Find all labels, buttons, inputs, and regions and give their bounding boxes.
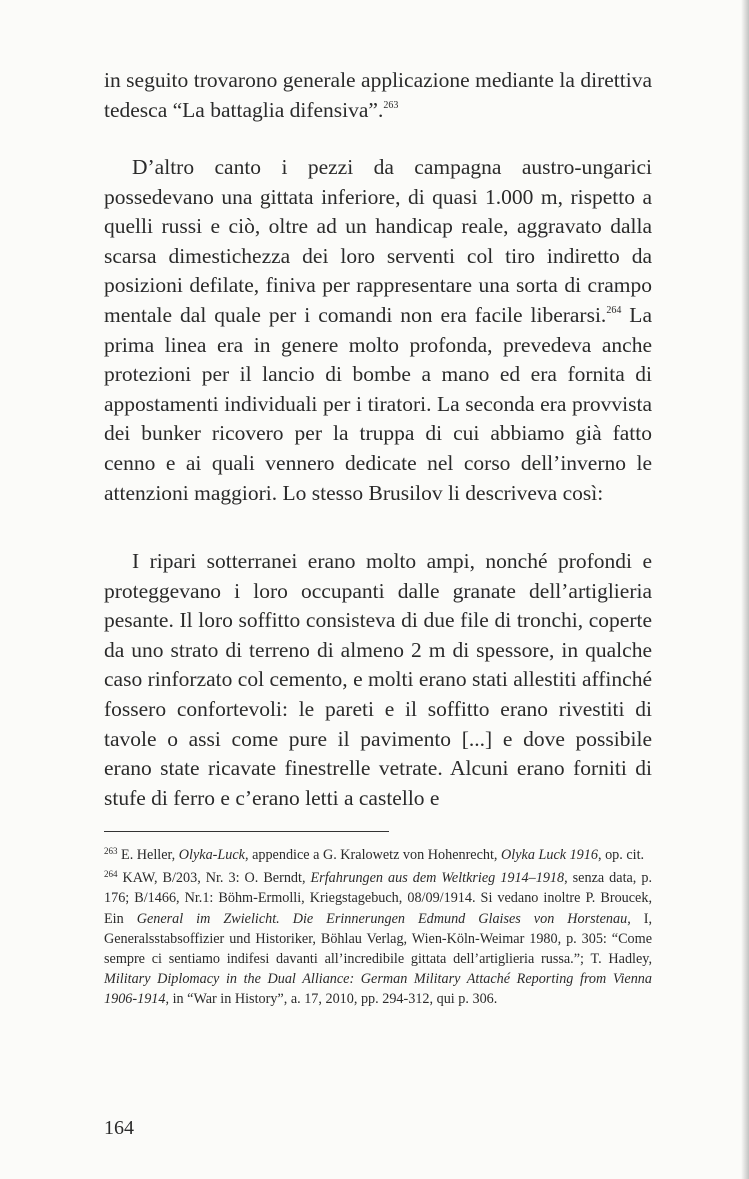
footnote-number: 263	[104, 846, 118, 856]
paragraph-continuation	[104, 66, 652, 125]
footnote-title: Olyka-Luck	[178, 847, 245, 863]
footnote-title: Olyka Luck 1916	[501, 847, 598, 863]
footnote-title: General im Zwielicht. Die Erinnerungen Edmund Glaises von Horstenau	[136, 910, 628, 927]
footnotes	[104, 845, 652, 1013]
footnote-text: , op. cit.	[597, 847, 645, 863]
footnote-ref-263: 263	[383, 99, 399, 111]
footnote-number: 264	[104, 869, 118, 880]
paragraph-text-b: La prima linea era in genere molto profonda, prevedeva anche protezioni per il lancio di bombe a mano ed era fornita di appostamenti individuali per i tiratori. La seconda era provvista dei bunker ricovero per la truppa di cui abbiamo già fatto cenno e ai quali vennero dedicate nel corso dell’inverno le attenzioni maggiori. Lo stesso Brusilov li descriveva così:	[104, 302, 652, 505]
footnote-separator	[104, 831, 389, 832]
paragraph-artillery	[104, 153, 652, 508]
footnote-263	[104, 845, 652, 865]
footnote-ref-264: 264	[606, 304, 622, 316]
footnote-text: , appendice a G. Kralowetz von Hohenrecht,	[244, 847, 502, 863]
footnote-text: , I, Generalsstabsoffizier und Historiker, Böhlau Verlag, Wien-Köln-Weimar 1980, p. 305: “Come sempre ci sentiamo indifesi davanti all’incredibile gittata dell’artiglieria russa.”; T. Hadley,	[104, 910, 653, 968]
footnote-text: , senza data, p. 176; B/1466, Nr.1: Böhm-Ermolli, Kriegstagebuch, 08/09/1914. Si vedano inoltre P. Broucek, Ein	[104, 870, 653, 927]
paragraph-text: in seguito trovarono generale applicazione mediante la direttiva tedesca “La battaglia difensiva”.	[104, 68, 652, 122]
page-edge-shadow	[741, 0, 749, 1179]
page-number: 164	[104, 1117, 134, 1139]
footnote-title: Erfahrungen aus dem Weltkrieg 1914–1918	[310, 870, 565, 887]
footnote-text: E. Heller,	[117, 847, 179, 863]
footnote-title: Military Diplomacy in the Dual Alliance: German Military Attaché Reporting from Vienna 1906-1914	[104, 971, 652, 1008]
paragraph-text-a: D’altro canto i pezzi da campagna austro-ungarici possedevano una gittata inferiore, di quasi 1.000 m, rispetto a quelli russi e ciò, oltre ad un handicap reale, aggravato dalla scarsa dimestichezza dei loro serventi col tiro indiretto da posizioni defilate, finiva per rappresentare una sorta di crampo mentale dal quale per i comandi non era facile liberarsi.	[104, 155, 652, 327]
footnote-text: KAW, B/203, Nr. 3: O. Berndt,	[117, 870, 311, 887]
brusilov-quotation: I ripari sotterranei erano molto ampi, nonché profondi e proteggevano i loro occupanti dalle granate dell’artiglieria pesante. Il loro soffitto consisteva di due file di tronchi, coperte da uno strato di terreno di almeno 2 m di spessore, in qualche caso rinforzato col cemento, e molti erano stati allestiti affinché fossero confortevoli: le pareti e il soffitto erano rivestiti di tavole o assi come pure il pavimento [...] e dove possibile erano state ricavate finestrelle vetrate. Alcuni erano forniti di stufe di ferro e c’erano letti a castello e	[104, 549, 652, 810]
footnote-264	[104, 868, 652, 1009]
footnote-text: , in “War in History”, a. 17, 2010, pp. 294-312, qui p. 306.	[165, 991, 498, 1008]
